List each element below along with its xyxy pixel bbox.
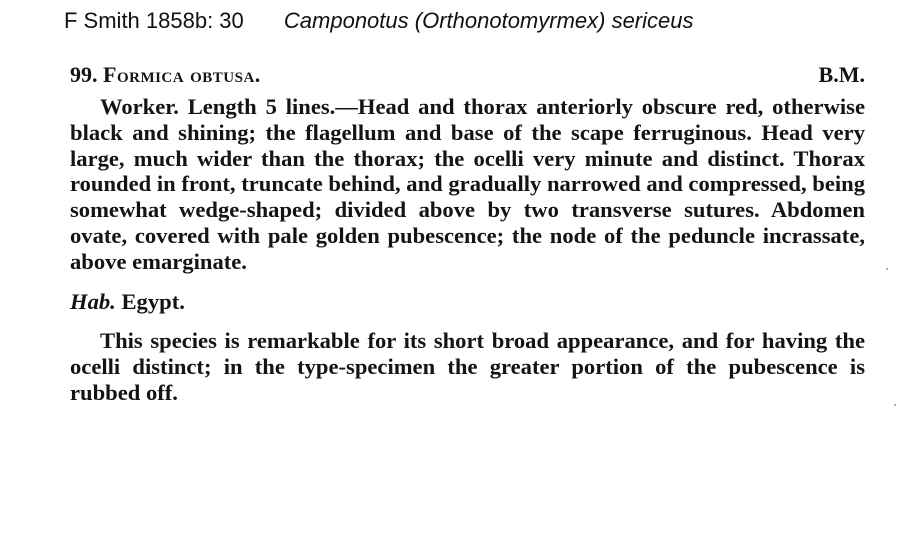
repository-code: B.M. <box>818 62 865 87</box>
scanned-page-excerpt <box>70 58 865 406</box>
species-name: Formica obtusa. <box>103 62 261 87</box>
taxon-name: Camponotus (Orthonotomyrmex) sericeus <box>283 8 694 33</box>
entry-heading <box>70 58 261 92</box>
entry-number: 99. <box>70 62 98 87</box>
scan-speck <box>886 268 888 270</box>
catalog-header <box>64 8 694 34</box>
species-description: Worker. Length 5 lines.—Head and thorax anteriorly obscure red, otherwise black and shining; the flagellum and base of the scape ferruginous. Head very large, much wider than the thorax; the ocelli very minute and distinct. Thorax rounded in front, truncate behind, and gradually narrowed and compressed, being somewhat wedge-shaped; divided above by two transverse sutures. Abdomen ovate, covered with pale golden pubescence; the node of the peduncle incrassate, above emarginate. <box>70 94 865 274</box>
entry-title-row <box>70 58 865 92</box>
species-remark: This species is remarkable for its short broad appearance, and for having the ocelli distinct; in the type-specimen the greater portion of the pubescence is rubbed off. <box>70 328 865 405</box>
habitat-locality: Egypt. <box>121 288 185 314</box>
scan-speck <box>894 404 896 406</box>
citation-reference: F Smith 1858b: 30 <box>64 8 244 33</box>
habitat-line <box>70 289 865 315</box>
habitat-label: Hab. <box>70 288 116 314</box>
